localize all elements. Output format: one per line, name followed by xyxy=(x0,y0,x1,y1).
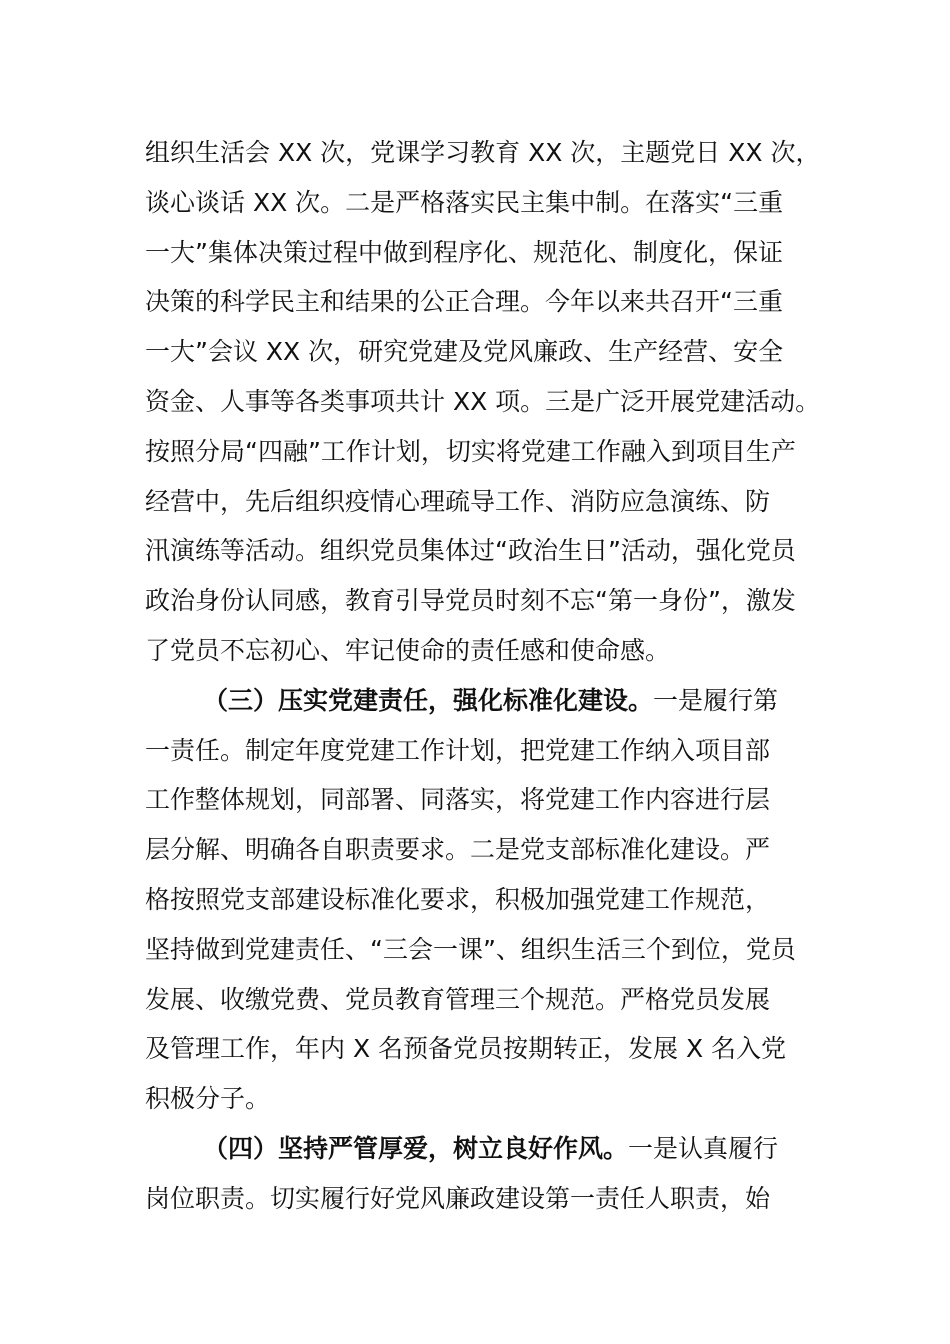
document-body xyxy=(145,128,821,1224)
text-line: 经营中，先后组织疫情心理疏导工作、消防应急演练、防 xyxy=(145,486,771,516)
text-run: 一是履行第 xyxy=(653,685,779,715)
text-line: 政治身份认同感，教育引导党员时刻不忘“第一身份”，激发 xyxy=(145,586,796,616)
text-line: 资金、人事等各类事项共计 XX 项。三是广泛开展党建活动。 xyxy=(145,386,821,416)
text-line: 谈心谈话 XX 次。二是严格落实民主集中制。在落实“三重 xyxy=(145,187,784,217)
text-line: 积极分子。 xyxy=(145,1084,271,1114)
text-line: 一大”会议 XX 次，研究党建及党风廉政、生产经营、安全 xyxy=(145,337,784,367)
text-line: 组织生活会 XX 次，党课学习教育 XX 次，主题党日 XX 次， xyxy=(145,138,821,167)
text-line: 坚持做到党建责任、“三会一课”、组织生活三个到位，党员 xyxy=(145,934,796,964)
section-heading-line xyxy=(145,1124,813,1174)
text-line: 岗位职责。切实履行好党风廉政建设第一责任人职责，始 xyxy=(145,1183,771,1213)
section-heading-line xyxy=(145,676,813,726)
text-line: 决策的科学民主和结果的公正合理。今年以来共召开“三重 xyxy=(145,287,783,317)
text-line: 汛演练等活动。组织党员集体过“政治生日”活动，强化党员 xyxy=(145,536,796,566)
text-line: 及管理工作，年内 X 名预备党员按期转正，发展 X 名入党 xyxy=(145,1034,787,1064)
text-line: 一大”集体决策过程中做到程序化、规范化、制度化，保证 xyxy=(145,237,783,267)
text-line: 一责任。制定年度党建工作计划，把党建工作纳入项目部 xyxy=(145,735,771,765)
text-line: 按照分局“四融”工作计划，切实将党建工作融入到项目生产 xyxy=(145,436,796,466)
paragraph-activities xyxy=(145,128,821,676)
text-line: 了党员不忘初心、牢记使命的责任感和使命感。 xyxy=(145,635,671,665)
section-four xyxy=(145,1124,813,1224)
text-line: 层分解、明确各自职责要求。二是党支部标准化建设。严 xyxy=(145,835,771,865)
section-heading: （四）坚持严管厚爱，树立良好作风。 xyxy=(203,1133,629,1163)
section-three xyxy=(145,676,813,1124)
text-line: 发展、收缴党费、党员教育管理三个规范。严格党员发展 xyxy=(145,984,771,1014)
text-line: 格按照党支部建设标准化要求，积极加强党建工作规范， xyxy=(145,884,771,914)
text-line: 工作整体规划，同部署、同落实，将党建工作内容进行层 xyxy=(145,785,771,815)
text-run: 一是认真履行 xyxy=(628,1133,779,1163)
section-heading: （三）压实党建责任，强化标准化建设。 xyxy=(203,685,654,715)
